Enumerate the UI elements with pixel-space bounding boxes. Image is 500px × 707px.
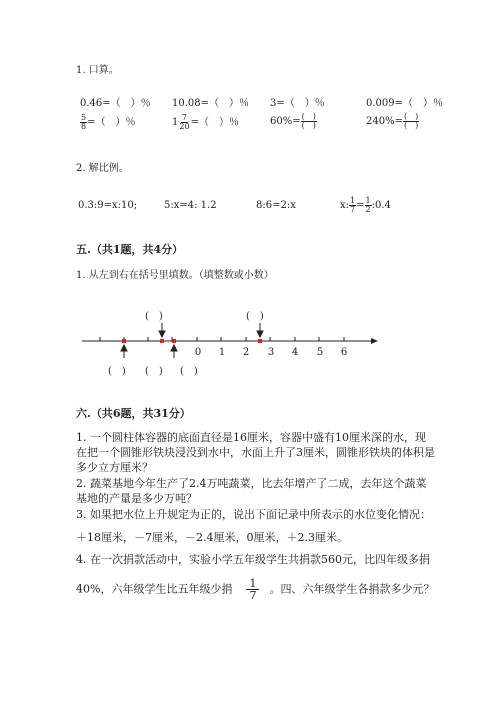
- tick-label: 5: [316, 347, 324, 358]
- fraction-blank: $\frac{( )}{( )}$: [301, 112, 316, 130]
- marker-point: [258, 339, 262, 343]
- fraction: $\frac{1}{7}$: [350, 196, 356, 214]
- oral-calc-2: 10.08=（ ）％: [172, 98, 250, 109]
- water-level-values: ＋18厘米，－7厘米，－2.4厘米，0厘米，＋2.3厘米。: [76, 531, 348, 544]
- fraction-blank: $\frac{( )}{( )}$: [403, 112, 419, 130]
- oral-calc-6: 1 $\frac{7}{20}$ =（ ）％: [172, 113, 239, 131]
- top-blank-2: ( ): [246, 311, 264, 322]
- bottom-blank-1: ( ): [108, 366, 126, 377]
- tick-label: 0: [194, 347, 202, 358]
- bottom-blank-2: ( ): [145, 366, 163, 377]
- oral-calc-8: 240%= $\frac{( )}{( )}$: [366, 112, 419, 130]
- section-5-question-1: 1. 从左到右在括号里填数。（填整数或小数）: [76, 270, 274, 281]
- oral-calc-1: 0.46=（ ）％: [80, 98, 151, 109]
- bottom-blank-3: ( ): [180, 366, 198, 377]
- tick-label: 3: [267, 347, 275, 358]
- fraction: $\frac{5}{8}$: [81, 113, 87, 131]
- tick-label: 2: [242, 347, 250, 358]
- top-blank-1: ( ): [145, 311, 163, 322]
- proportion-4: x: $\frac{1}{7}$ = $\frac{1}{2}$ :0.4: [340, 196, 391, 214]
- proportion-3: 8:6=2:x: [256, 200, 296, 211]
- oral-calc-4: 0.009=（ ）％: [366, 98, 444, 109]
- marker-point: [172, 339, 176, 343]
- section-5-heading: 五.（共1题，共4分）: [76, 243, 184, 256]
- fraction: $\frac{1}{2}$: [365, 196, 371, 214]
- proportion-2: 5:x=4: 1.2: [164, 200, 217, 211]
- marker-point: [122, 339, 126, 343]
- arrow-head-icon: [371, 338, 378, 344]
- section-6-question-2: 2. 蔬菜基地今年生产了2.4万吨蔬菜，比去年增产了二成，去年这个蔬菜基地的产量是多少万吨？: [76, 477, 427, 505]
- tick-label: 1: [218, 347, 226, 358]
- section-6-heading: 六.（共6题，共31分）: [76, 407, 191, 420]
- section-2-title: 2. 解比例。: [76, 163, 129, 174]
- tick-label: 6: [340, 347, 348, 358]
- section-1-title: 1. 口算。: [76, 65, 119, 76]
- fraction: $\frac{1}{7}$: [246, 578, 259, 601]
- fraction: $\frac{7}{20}$: [179, 113, 190, 131]
- marker-point: [160, 339, 164, 343]
- section-6-question-1: 1. 一个圆柱体容器的底面直径是16厘米，容器中盛有10厘米深的水，现在把一个圆锥形铁块浸没到水中，水面上升了3厘米，圆锥形铁块的体积是多少立方厘米？: [76, 431, 435, 474]
- oral-calc-5: $\frac{5}{8}$ =（ ）％: [81, 113, 136, 131]
- tick-label: 4: [291, 347, 299, 358]
- section-6-question-3: 3. 如果把水位上升规定为正的，说出下面记录中所表示的水位变化情况：: [76, 508, 431, 521]
- proportion-1: 0.3:9=x:10;: [78, 200, 138, 211]
- oral-calc-7: 60%= $\frac{( )}{( )}$: [270, 112, 316, 130]
- oral-calc-3: 3=（ ）％: [270, 98, 325, 109]
- section-6-question-4-line-2: 40%，六年级学生比五年级少捐 $\frac{1}{7}$ 。四、六年级学生各捐款多少元？: [76, 577, 435, 602]
- section-6-question-4-line-1: 4. 在一次捐款活动中，实验小学五年级学生共捐款560元，比四年级多捐: [76, 553, 430, 566]
